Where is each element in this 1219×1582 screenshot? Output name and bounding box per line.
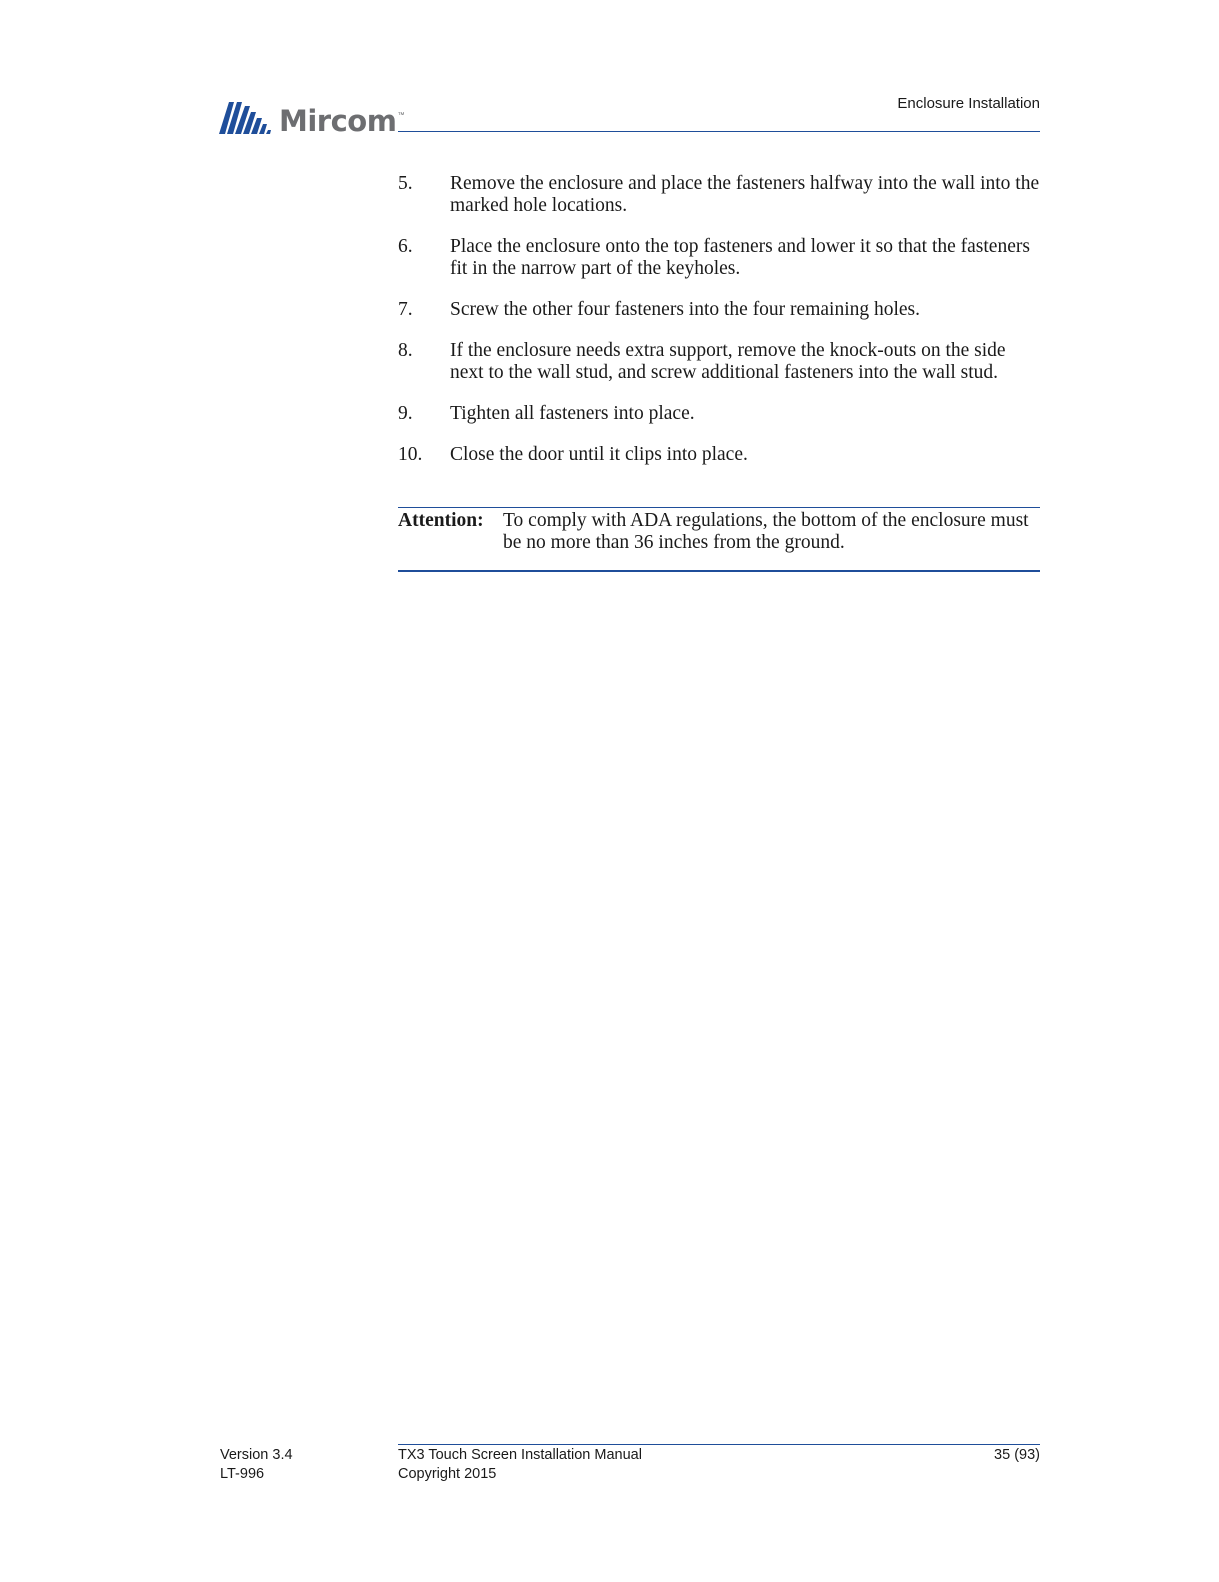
footer-center: [398, 1446, 642, 1484]
footer-right: [994, 1446, 1040, 1465]
mircom-logo: [219, 98, 405, 138]
logo-trademark: ™: [397, 112, 405, 119]
footer-version: Version 3.4: [220, 1447, 293, 1463]
page-number: 35 (93): [994, 1447, 1040, 1463]
attention-text: To comply with ADA regulations, the bottom of the enclosure must be no more than 36 inches from the ground.: [503, 510, 1029, 553]
step-number: 10.: [398, 444, 423, 465]
list-item: [398, 340, 1040, 384]
footer-left: [220, 1446, 293, 1484]
step-number: 7.: [398, 299, 413, 320]
footer-doc-code: LT-996: [220, 1466, 265, 1482]
section-title: Enclosure Installation: [897, 95, 1040, 112]
footer-divider: [398, 1444, 1040, 1445]
step-number: 5.: [398, 173, 413, 194]
step-text: If the enclosure needs extra support, remove the knock-outs on the side next to the wall stud, and screw additional fasteners into the wall stud.: [450, 340, 1006, 383]
header-divider: [398, 131, 1040, 132]
list-item: [398, 173, 1040, 217]
step-text: Remove the enclosure and place the fasteners halfway into the wall into the marked hole locations.: [450, 173, 1040, 216]
step-number: 8.: [398, 340, 413, 361]
step-text: Close the door until it clips into place.: [450, 444, 748, 465]
list-item: [398, 299, 1040, 321]
steps-list: [398, 173, 1040, 485]
footer-manual-title: TX3 Touch Screen Installation Manual: [398, 1447, 642, 1463]
footer-copyright: Copyright 2015: [398, 1466, 497, 1482]
attention-label: Attention:: [398, 510, 484, 531]
step-text: Screw the other four fasteners into the four remaining holes.: [450, 299, 921, 320]
step-text: Place the enclosure onto the top fasteners and lower it so that the fasteners fit in the narrow part of the keyholes.: [450, 236, 1030, 279]
list-item: [398, 403, 1040, 425]
step-text: Tighten all fasteners into place.: [450, 403, 695, 424]
list-item: [398, 236, 1040, 280]
list-item: [398, 444, 1040, 466]
mircom-logo-mark-icon: [219, 100, 271, 134]
step-number: 9.: [398, 403, 413, 424]
logo-wordmark: Mircom: [279, 104, 397, 138]
step-number: 6.: [398, 236, 413, 257]
attention-note: [398, 507, 1040, 572]
